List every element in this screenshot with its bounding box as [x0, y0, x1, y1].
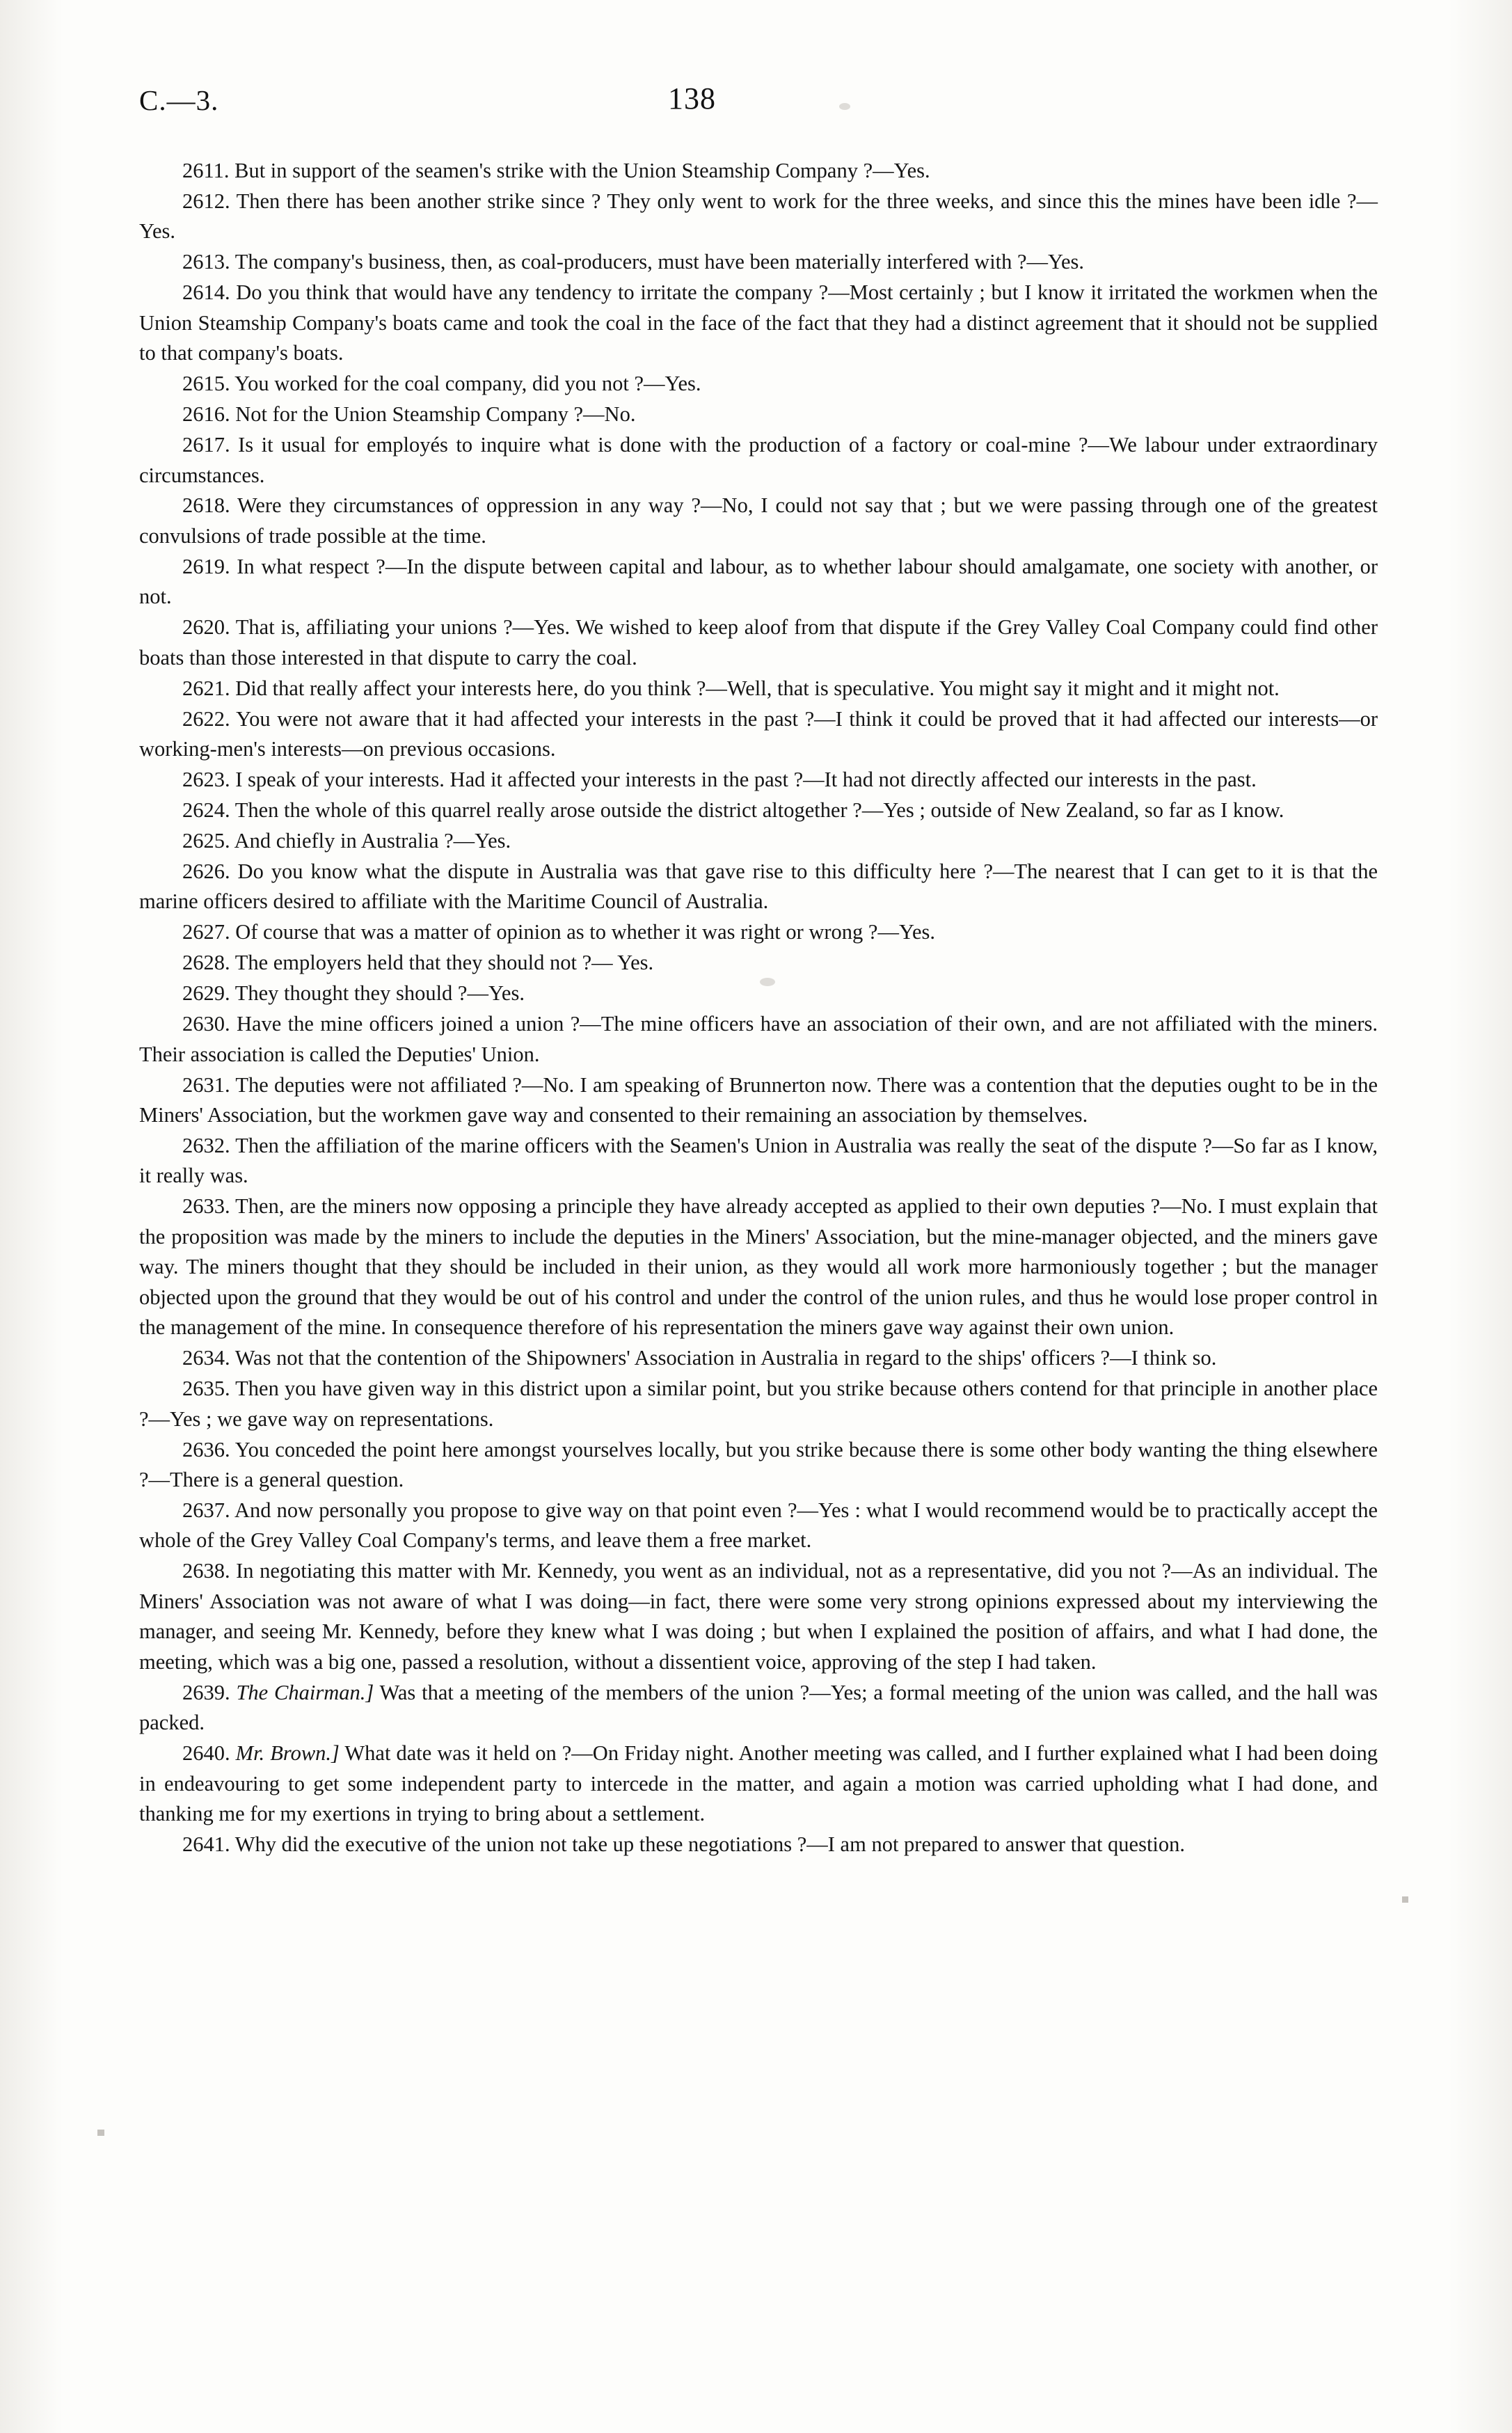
qa-speaker: The Chairman.] [236, 1680, 374, 1704]
qa-entry: 2611. But in support of the seamen's strike with the Union Steamship Company ?—Yes. [182, 159, 930, 182]
qa-speaker: Mr. Brown.] [235, 1741, 340, 1766]
qa-entry: 2631. The deputies were not affiliated ?—No. I am speaking of Brunnerton now. There was a contention that the deputies ought to be in the Miners' Association, but the workmen gave way and consented to their remaining an association by themselves. [139, 1072, 1378, 1127]
qa-entry: 2633. Then, are the miners now opposing a principle they have already accepted as applied to their own deputies ?—No. I must explain that the proposition was made by the miners to include the deputies in the Miners' Association, but the mine-manager objected, and the miners gave way. The miners thought that they should be included in their union, as they would all work more harmoniously together ; but the manager objected upon the ground that they would be out of his control and under the control of the union rules, and thus he would lose proper control in the management of the mine. In consequence therefore of his representation the miners gave way against their own union. [139, 1194, 1378, 1340]
qa-number: 2640. [182, 1741, 230, 1766]
qa-entry: 2638. In negotiating this matter with Mr. Kennedy, you went as an individual, not as a representative, did you not ?—As an individual. The Miners' Association was not aware of what I was doing—in fact, there were some very strong opinions expressed about my interviewing the manager, and seeing Mr. Kennedy, before they knew what I was doing ; but when I explained the position of affairs, and what I had done, the meeting, which was a big one, passed a resolution, without a dissentient voice, approving of the step I had taken. [139, 1559, 1378, 1674]
qa-number: 2639. [182, 1680, 230, 1704]
qa-entry: 2620. That is, affiliating your unions ?—Yes. We wished to keep aloof from that dispute if the Grey Valley Coal Company could find other boats than those interested in that dispute to carry the coal. [139, 615, 1378, 669]
qa-entry: 2613. The company's business, then, as coal-producers, must have been materially interfered with ?—Yes. [182, 250, 1085, 274]
qa-entry: 2630. Have the mine officers joined a union ?—The mine officers have an association of their own, and are not affiliated with the miners. Their association is called the Deputies' Union. [139, 1012, 1378, 1066]
page-edge-shadow-right [1449, 0, 1512, 2433]
qa-entry: 2618. Were they circumstances of oppression in any way ?—No, I could not say that ; but we were passing through one of the greatest convulsions of trade possible at the time. [139, 493, 1378, 548]
transcript-body [139, 156, 1378, 1860]
qa-entry: 2619. In what respect ?—In the dispute between capital and labour, as to whether labour should amalgamate, one society with another, or not. [139, 554, 1378, 609]
qa-entry: 2624. Then the whole of this quarrel really arose outside the district altogether ?—Yes ; outside of New Zealand, so far as I know. [182, 798, 1284, 823]
page-number: 138 [668, 81, 716, 116]
page-content [139, 81, 1385, 1860]
page-speck-3 [97, 2130, 104, 2136]
qa-entry: 2641. Why did the executive of the union not take up these negotiations ?—I am not prepared to answer that question. [182, 1832, 1186, 1856]
qa-entry: 2612. Then there has been another strike since ? They only went to work for the three weeks, and since this the mines have been idle ?—Yes. [139, 189, 1378, 244]
qa-entry: 2616. Not for the Union Steamship Company ?—No. [182, 402, 636, 427]
qa-entry: 2621. Did that really affect your interests here, do you think ?—Well, that is speculative. You might say it might and it might not. [182, 676, 1280, 700]
page-header [139, 81, 1385, 132]
qa-entry: 2629. They thought they should ?—Yes. [182, 981, 525, 1006]
qa-entry: 2626. Do you know what the dispute in Australia was that gave rise to this difficulty here ?—The nearest that I can get to it is that the marine officers desired to affiliate with the Maritime Council of Australia. [139, 859, 1378, 914]
qa-entry-with-speaker [139, 1738, 1378, 1829]
qa-entry-with-speaker [139, 1678, 1378, 1738]
qa-entry: 2622. You were not aware that it had affected your interests in the past ?—I think it could be proved that it had affected our interests—or working-men's interests—on previous occasions. [139, 706, 1378, 761]
qa-entry: 2635. Then you have given way in this district upon a similar point, but you strike because others contend for that principle in another place ?—Yes ; we gave way on representations. [139, 1377, 1378, 1431]
qa-entry: 2617. Is it usual for employés to inquire what is done with the production of a factory or coal-mine ?—We labour under extraordinary circumstances. [139, 433, 1378, 487]
qa-entry: 2637. And now personally you propose to give way on that point even ?—Yes : what I would recommend would be to practically accept the whole of the Grey Valley Coal Company's terms, and leave them a free market. [139, 1498, 1378, 1553]
qa-entry: 2634. Was not that the contention of the Shipowners' Association in Australia in regard to the ships' officers ?—I think so. [182, 1346, 1217, 1370]
qa-entry: 2627. Of course that was a matter of opinion as to whether it was right or wrong ?—Yes. [182, 920, 935, 944]
qa-entry: 2636. You conceded the point here amongst yourselves locally, but you strike because there is some other body wanting the thing elsewhere ?—There is a general question. [139, 1437, 1378, 1491]
qa-text: What date was it held on ?—On Friday night. Another meeting was called, and I further explained what I had been doing in endeavouring to get some independent party to intercede in the matter, and again a motion was carried upholding what I had done, and thanking me for my exertions in trying to bring about a settlement. [139, 1741, 1378, 1825]
qa-entry: 2625. And chiefly in Australia ?—Yes. [182, 828, 511, 853]
page-speck-4 [1402, 1896, 1408, 1903]
qa-entry: 2615. You worked for the coal company, did you not ?—Yes. [182, 372, 701, 396]
document-code: C.—3. [139, 84, 219, 116]
qa-entry: 2623. I speak of your interests. Had it affected your interests in the past ?—It had not directly affected our interests in the past. [182, 768, 1257, 792]
qa-entry: 2628. The employers held that they should not ?— Yes. [182, 951, 654, 975]
qa-entry: 2614. Do you think that would have any tendency to irritate the company ?—Most certainly ; but I know it irritated the workmen when the Union Steamship Company's boats came and took the coal in the face of the fact that they had a distinct agreement that it should not be supplied to that company's boats. [139, 280, 1378, 365]
page-edge-shadow-left [0, 0, 63, 2433]
qa-entry: 2632. Then the affiliation of the marine officers with the Seamen's Union in Australia was really the seat of the dispute ?—So far as I know, it really was. [139, 1134, 1378, 1188]
qa-text: Was that a meeting of the members of the union ?—Yes; a formal meeting of the union was called, and the hall was packed. [139, 1680, 1378, 1735]
